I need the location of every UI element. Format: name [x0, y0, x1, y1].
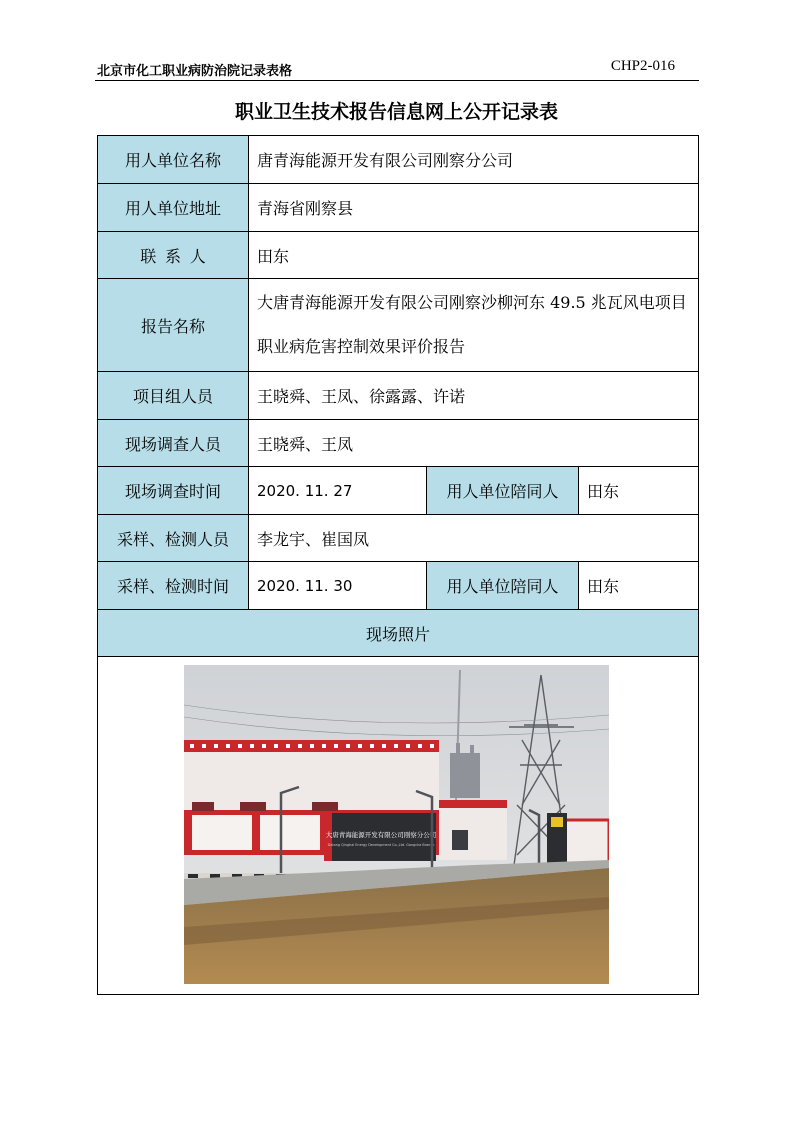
escort-value-1: 田东 — [579, 467, 699, 515]
sampling-staff-label: 采样、检测人员 — [98, 515, 249, 562]
survey-staff-label: 现场调查人员 — [98, 420, 249, 467]
table-row — [98, 657, 699, 995]
table-row — [98, 184, 699, 232]
survey-time-label: 现场调查时间 — [98, 467, 249, 515]
site-photo — [184, 665, 609, 984]
table-row — [98, 372, 699, 420]
escort-value-2: 田东 — [579, 562, 699, 610]
sign-subtext: Datang Qinghai Energy Development Co.,Ltd. Gangcha Branch — [327, 843, 435, 847]
escort-label-1: 用人单位陪同人 — [427, 467, 579, 515]
employer-address-value: 青海省刚察县 — [249, 184, 699, 232]
employer-name-value: 唐青海能源开发有限公司刚察分公司 — [249, 136, 699, 184]
org-header: 北京市化工职业病防治院记录表格 — [97, 64, 293, 79]
table-row — [98, 610, 699, 657]
form-code: CHP2-016 — [610, 58, 675, 74]
header-rule — [95, 80, 699, 81]
contact-label — [98, 232, 249, 279]
contact-label-text: 联系人 — [140, 246, 215, 266]
record-table — [97, 135, 699, 995]
page-title: 职业卫生技术报告信息网上公开记录表 — [234, 101, 558, 123]
table-row — [98, 467, 699, 515]
survey-time-value: 2020. 11. 27 — [249, 467, 427, 515]
small-building-trim — [439, 800, 507, 808]
team-label: 项目组人员 — [98, 372, 249, 420]
survey-staff-value: 王晓舜、王凤 — [249, 420, 699, 467]
table-row — [98, 515, 699, 562]
trim-dots — [190, 744, 434, 748]
sign-text: 大唐青海能源开发有限公司刚察分公司 — [325, 831, 437, 839]
far-building — [564, 820, 609, 865]
employer-address-label: 用人单位地址 — [98, 184, 249, 232]
sampling-time-label: 采样、检测时间 — [98, 562, 249, 610]
small-building — [439, 800, 507, 860]
report-name-value: 大唐青海能源开发有限公司刚察沙柳河东 49.5 兆瓦风电项目职业病危害控制效果评价报告 — [249, 279, 699, 372]
table-row — [98, 232, 699, 279]
photo-label: 现场照片 — [98, 610, 699, 657]
sampling-time-value: 2020. 11. 30 — [249, 562, 427, 610]
employer-name-label: 用人单位名称 — [98, 136, 249, 184]
table-row — [98, 279, 699, 372]
windows — [192, 802, 338, 811]
table-row — [98, 562, 699, 610]
small-building-door — [452, 830, 468, 850]
table-row — [98, 420, 699, 467]
team-value: 王晓舜、王凤、徐露露、许诺 — [249, 372, 699, 420]
sampling-staff-value: 李龙宇、崔国凤 — [249, 515, 699, 562]
contact-value: 田东 — [249, 232, 699, 279]
photo-cell — [98, 657, 699, 995]
escort-label-2: 用人单位陪同人 — [427, 562, 579, 610]
table-row — [98, 136, 699, 184]
report-name-label: 报告名称 — [98, 279, 249, 372]
gate-sign-logo — [551, 817, 563, 827]
